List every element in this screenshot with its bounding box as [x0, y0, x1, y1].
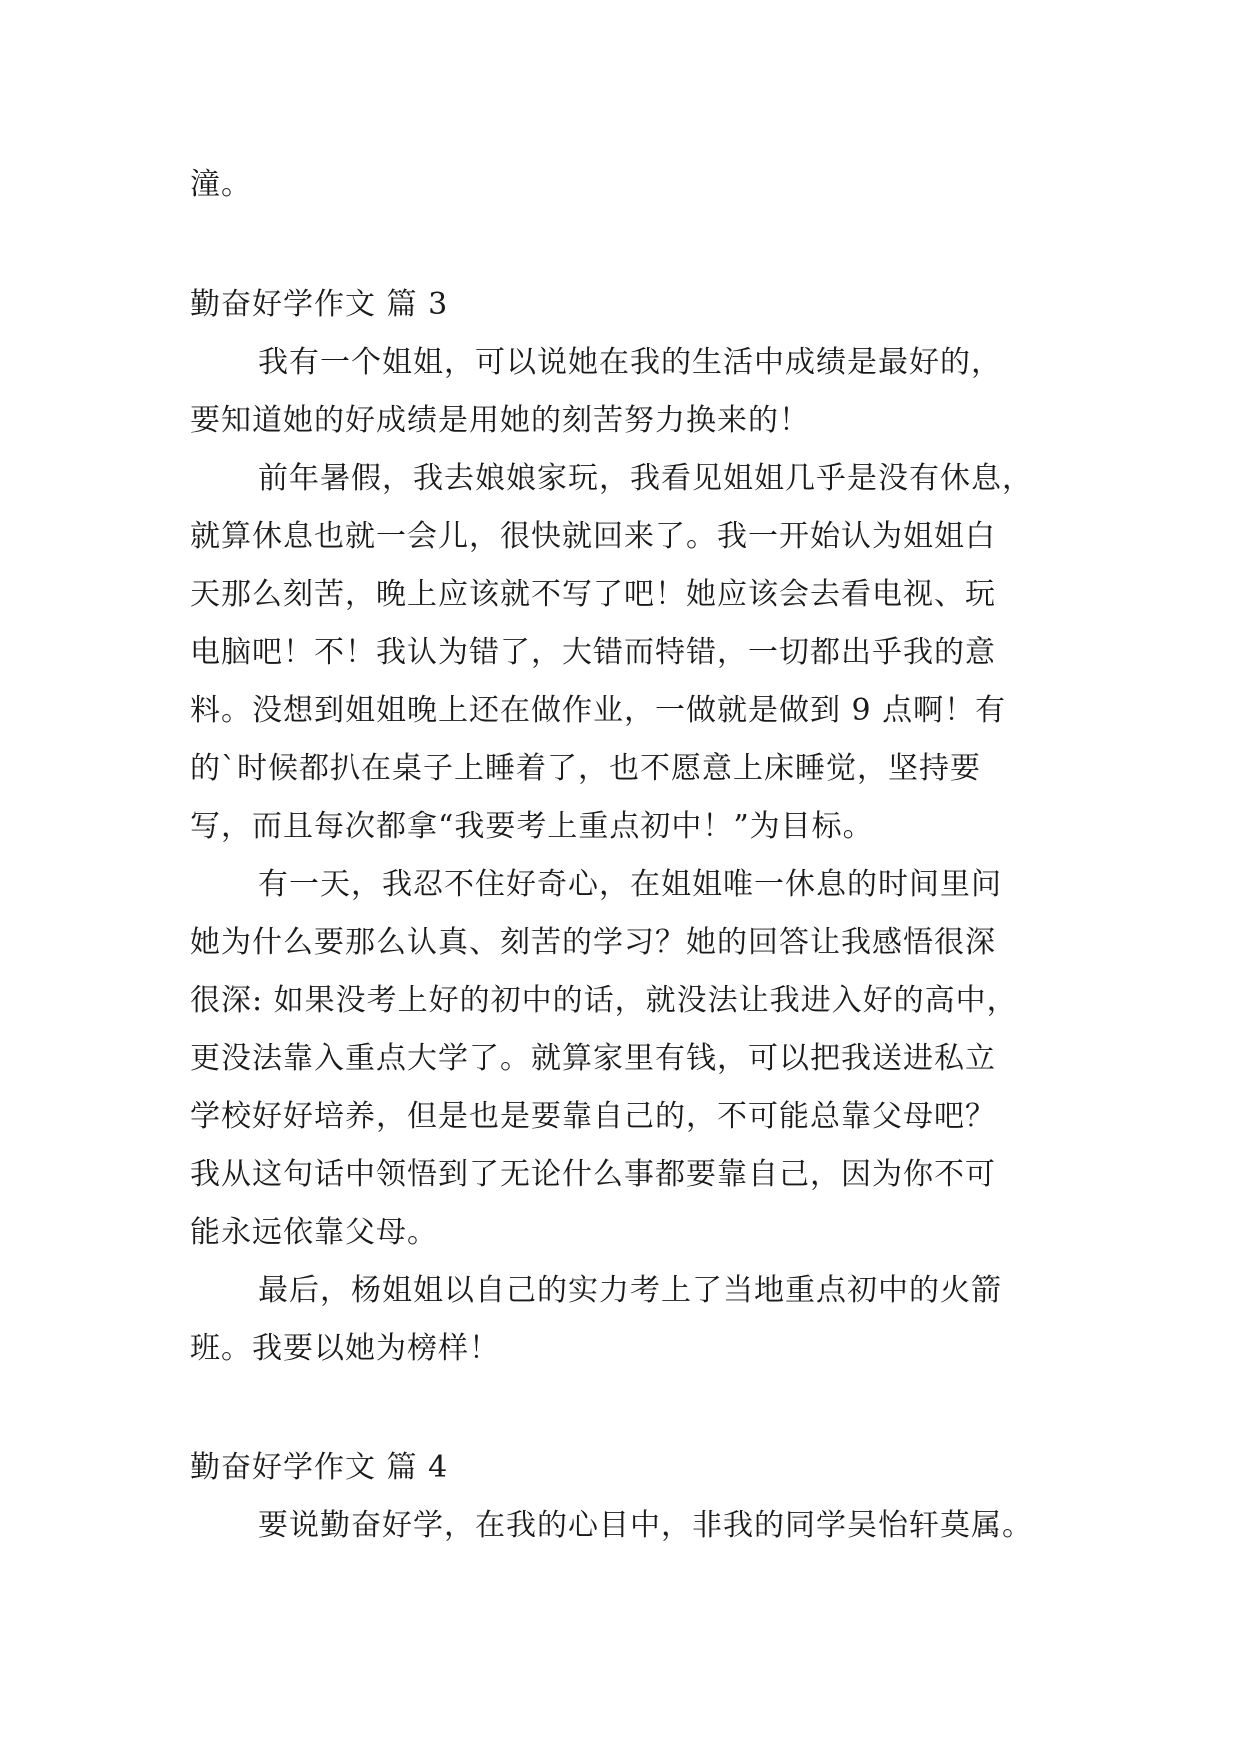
paragraph-line: 班。我要以她为榜样！ [190, 1331, 500, 1366]
paragraph-line: 很深: 如果没考上好的初中的话，就没法让我进入好的高中， [190, 983, 1018, 1018]
paragraph-line: 有一天，我忍不住好奇心，在姐姐唯一休息的时间里问 [258, 867, 1002, 902]
paragraph-line: 我从这句话中领悟到了无论什么事都要靠自己，因为你不可 [190, 1157, 996, 1192]
section-heading-4: 勤奋好学作文 篇 4 [190, 1450, 449, 1485]
paragraph-line: 更没法靠入重点大学了。就算家里有钱，可以把我送进私立 [190, 1041, 996, 1076]
paragraph-line: 电脑吧！不！我认为错了，大错而特错，一切都出乎我的意 [190, 635, 996, 670]
paragraph-line: 的`时候都扒在桌子上睡着了，也不愿意上床睡觉，坚持要 [190, 751, 981, 786]
paragraph-line: 最后，杨姐姐以自己的实力考上了当地重点初中的火箭 [258, 1273, 1002, 1308]
paragraph-line: 要说勤奋好学，在我的心目中，非我的同学吴怡轩莫属。 [258, 1508, 1033, 1543]
paragraph-line: 就算休息也就一会儿，很快就回来了。我一开始认为姐姐白 [190, 519, 996, 554]
paragraph-line: 我有一个姐姐，可以说她在我的生活中成绩是最好的， [258, 345, 1002, 380]
paragraph-line: 要知道她的好成绩是用她的刻苦努力换来的！ [190, 403, 810, 438]
paragraph-line: 料。没想到姐姐晚上还在做作业，一做就是做到 9 点啊！有 [190, 693, 1007, 728]
paragraph-line: 前年暑假，我去娘娘家玩，我看见姐姐几乎是没有休息， [258, 461, 1033, 496]
paragraph-line: 能永远依靠父母。 [190, 1215, 438, 1250]
section-heading-3: 勤奋好学作文 篇 3 [190, 287, 449, 322]
paragraph-line: 学校好好培养，但是也是要靠自己的，不可能总靠父母吧？ [190, 1099, 996, 1134]
paragraph-line: 写，而且每次都拿“我要考上重点初中！”为目标。 [190, 809, 874, 844]
paragraph-line: 她为什么要那么认真、刻苦的学习？她的回答让我感悟很深 [190, 925, 996, 960]
paragraph-end-line: 潼。 [190, 167, 252, 202]
paragraph-line: 天那么刻苦，晚上应该就不写了吧！她应该会去看电视、玩 [190, 577, 996, 612]
